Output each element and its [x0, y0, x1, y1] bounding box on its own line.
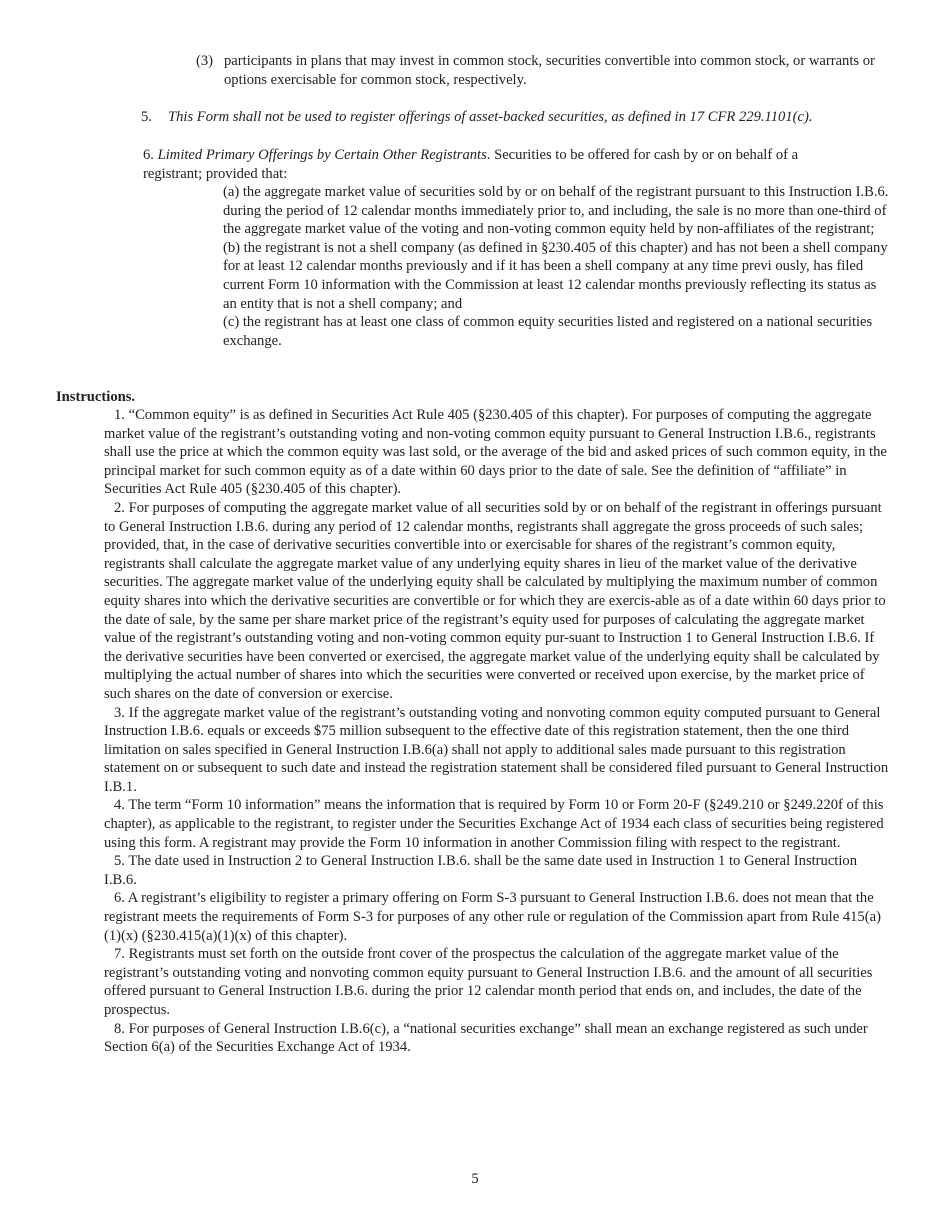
instructions-heading: Instructions.	[56, 389, 136, 405]
item-6-number: 6.	[143, 147, 154, 163]
instruction-item: 4. The term “Form 10 information” means the information that is required by Form 10 or Form 20-F (§249.210 or §249.220f of this chapter), as applicable to the registrant, to register under the Securities Exchange Act of 1934 each class of securities being registered using this form. A registrant may provide the Form 10 information in another Commission filing with respect to the registrant.	[104, 797, 884, 851]
instruction-item: 5. The date used in Instruction 2 to General Instruction I.B.6. shall be the same date used in Instruction 1 to General Instruction I.B.6.	[104, 853, 858, 888]
instruction-item: 1. “Common equity” is as defined in Securities Act Rule 405 (§230.405 of this chapter). For purposes of computing the aggregate market value of the registrant’s outstanding voting and non-voting common equity pursuant to General Instruction I.B.6., registrants shall use the price at which the common equity was last sold, or the average of the bid and asked prices of such common equity, in the principal market for such common equity as of a date within 60 days prior to the date of sale. See the definition of “affiliate” in Securities Act Rule 405 (§230.405 of this chapter).	[104, 407, 887, 498]
item-6-paragraph	[143, 146, 853, 183]
item-6-heading: Limited Primary Offerings by Certain Other Registrants	[157, 147, 487, 163]
page-number: 5	[471, 1171, 479, 1187]
subitem-b: (b) the registrant is not a shell company (as defined in §230.405 of this chapter) and has not been a shell company for at least 12 calendar months previously and if it has been a shell company at any time previ ously, has filed current Form 10 information with the Commission at least 12 calendar months previously reflecting its status as an entity that is not a shell company; and	[223, 239, 888, 312]
item-3-number: (3)	[196, 53, 214, 69]
instruction-item: 7. Registrants must set forth on the outside front cover of the prospectus the calculation of the aggregate market value of the registrant’s outstanding voting and nonvoting common equity pursuant to General Instruction I.B.6. and the amount of all securities offered pursuant to General Instruction I.B.6. during the prior 12 calendar month period that ends on, and includes, the date of the prospectus.	[104, 946, 873, 1018]
item-5-number: 5.	[141, 109, 152, 125]
item-5-text: This Form shall not be used to register offerings of asset-backed securities, as defined in 17 CFR 229.1101(c).	[168, 109, 813, 125]
item-6-subitems	[223, 183, 893, 350]
item-3-text: participants in plans that may invest in common stock, securities convertible into common stock, or warrants or options exercisable for common stock, respectively.	[224, 53, 875, 88]
instruction-item: 6. A registrant’s eligibility to register a primary offering on Form S-3 pursuant to General Instruction I.B.6. does not mean that the registrant meets the requirements of Form S-3 for purposes of any other rule or regulation of the Commission apart from Rule 415(a)(1)(x) (§230.415(a)(1)(x) of this chapter).	[104, 890, 881, 944]
instruction-item: 8. For purposes of General Instruction I.B.6(c), a “national securities exchange” shall mean an exchange registered as such under Section 6(a) of the Securities Exchange Act of 1934.	[104, 1020, 868, 1056]
subitem-a: (a) the aggregate market value of securities sold by or on behalf of the registrant pursuant to this Instruction I.B.6. during the period of 12 calendar months immediately prior to, and including, the sale is no more than one-third of the aggregate market value of the voting and non-voting common equity held by non-affiliates of the registrant;	[223, 184, 889, 238]
instruction-item: 2. For purposes of computing the aggregate market value of all securities sold by or on behalf of the registrant in offerings pursuant to General Instruction I.B.6. during any period of 12 calendar months, registrants shall aggregate the gross proceeds of such sales; provided, that, in the case of derivative securities convertible into or exercisable for shares of the registrant’s common equity, registrants shall calculate the aggregate market value of any underlying equity shares in lieu of the market value of the derivative securities. The aggregate market value of the underlying equity shall be calculated by multiplying the maximum number of common equity shares into which the derivative securities are convertible or for which they are exercis-able as of a date within 60 days prior to the date of sale, by the same per share market price of the registrant’s equity used for purposes of calculating the aggregate market value of the registrant’s outstanding voting and non-voting common equity pur-suant to Instruction 1 to General Instruction I.B.6. If the derivative securities have been converted or exercised, the aggregate market value of the underlying equity shall be calculated by multiplying the actual number of shares into which the securities were converted or received upon exercise, by the market price of such shares on the date of conversion or exercise.	[104, 499, 886, 702]
instructions-list	[104, 406, 892, 1057]
subitem-c: (c) the registrant has at least one class of common equity securities listed and registered on a national securities exchange.	[223, 314, 873, 349]
instruction-item: 3. If the aggregate market value of the registrant’s outstanding voting and nonvoting common equity computed pursuant to General Instruction I.B.6. equals or exceeds $75 million subsequent to the effective date of this registration statement, then the one third limitation on sales specified in General Instruction I.B.6(a) shall not apply to additional sales made pursuant to this registration statement on or subsequent to such date and instead the registration statement shall be considered filed pursuant to General Instruction I.B.1.	[104, 704, 889, 795]
item-6-intro: . Securities to be offered for cash by or on behalf of a registrant; provided that:	[143, 147, 799, 182]
